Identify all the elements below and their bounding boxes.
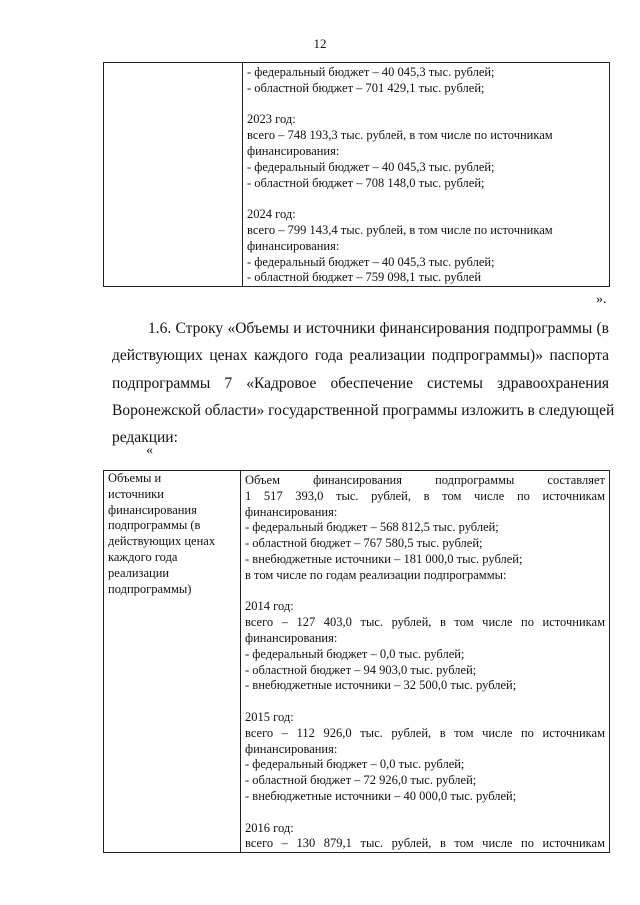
table2-line: - областной бюджет – 94 903,0 тыс. рублей;	[245, 662, 477, 677]
paragraph-line: 1.6. Строку «Объемы и источники финансирования подпрограммы (в	[148, 320, 609, 337]
table1-line: - федеральный бюджет – 40 045,3 тыс. рублей;	[247, 254, 495, 269]
table1-line: - областной бюджет – 708 148,0 тыс. рублей;	[247, 175, 485, 190]
table2-line: 2014 год:	[245, 599, 294, 614]
table1-line: 2024 год:	[247, 207, 296, 222]
table2-left-cell	[104, 471, 241, 853]
table1-line: - областной бюджет – 759 098,1 тыс. рублей	[247, 270, 482, 285]
table2-line: финансирования:	[245, 630, 338, 645]
opening-quote: «	[146, 443, 153, 458]
table2-line: 1 517 393,0 тыс. рублей, в том числе по источникам	[245, 488, 605, 503]
table2-left-line: действующих ценах	[108, 534, 216, 549]
table2-line: Объем финансирования подпрограммы составляет	[245, 473, 605, 487]
table2-line: в том числе по годам реализации подпрограммы:	[245, 567, 507, 582]
table2-left-line: финансирования	[108, 502, 197, 517]
table2-line: - областной бюджет – 72 926,0 тыс. рублей;	[245, 773, 477, 788]
table1-line: всего – 799 143,4 тыс. рублей, в том числе по источникам	[247, 222, 553, 237]
table2-line: всего – 130 879,1 тыс. рублей, в том числе по источникам	[245, 836, 605, 851]
table2-line: всего – 127 403,0 тыс. рублей, в том числе по источникам	[245, 615, 605, 630]
table2-line: - внебюджетные источники – 32 500,0 тыс. рублей;	[245, 678, 517, 693]
table2-left-line: источники	[108, 486, 164, 501]
table2-line	[245, 694, 605, 710]
funding-table-continued	[103, 62, 610, 287]
table2-line: 2016 год:	[245, 820, 294, 835]
table2-line: - областной бюджет – 767 580,5 тыс. рублей;	[245, 536, 483, 551]
table2-line	[245, 584, 605, 600]
table1-line: - федеральный бюджет – 40 045,3 тыс. рублей;	[247, 65, 495, 79]
table1-line: - областной бюджет – 701 429,1 тыс. рублей;	[247, 80, 485, 95]
paragraph-line: действующих ценах каждого года реализации подпрограммы)» паспорта	[112, 347, 609, 365]
table2-line: всего – 112 926,0 тыс. рублей, в том числе по источникам	[245, 725, 605, 740]
table1-right-cell	[243, 63, 610, 287]
paragraph-line: редакции:	[112, 429, 178, 447]
table1-line: 2023 год:	[247, 112, 296, 127]
table2-left-line: реализации	[108, 565, 170, 580]
table2-left-line: подпрограммы (в	[108, 518, 201, 533]
table1-line: финансирования:	[247, 143, 340, 158]
closing-quote: ».	[596, 292, 607, 307]
table2-left-line: каждого года	[108, 549, 178, 564]
table2-line: финансирования:	[245, 504, 338, 519]
table2-line: финансирования:	[245, 741, 338, 756]
table2-right-cell	[241, 471, 610, 853]
table2-line: 2015 год:	[245, 709, 294, 724]
table2-line: - внебюджетные источники – 40 000,0 тыс. рублей;	[245, 788, 517, 803]
table1-line	[247, 97, 605, 113]
table2-line: - федеральный бюджет – 0,0 тыс. рублей;	[245, 646, 465, 661]
table2-line: - федеральный бюджет – 568 812,5 тыс. рублей;	[245, 520, 499, 535]
table1-line	[247, 191, 605, 207]
amendment-paragraph	[112, 315, 615, 451]
page-number: 12	[313, 36, 327, 51]
paragraph-line: подпрограммы 7 «Кадровое обеспечение системы здравоохранения	[112, 374, 609, 392]
table2-left-line: Объемы и	[108, 471, 162, 485]
table2-line: - федеральный бюджет – 0,0 тыс. рублей;	[245, 757, 465, 772]
table1-line: финансирования:	[247, 238, 340, 253]
table1-line: всего – 748 193,3 тыс. рублей, в том числе по источникам	[247, 128, 553, 143]
funding-table-new	[103, 470, 610, 853]
table1-left-cell	[104, 63, 243, 287]
table2-line	[245, 805, 605, 821]
table1-line: - федеральный бюджет – 40 045,3 тыс. рублей;	[247, 159, 495, 174]
table2-left-line: подпрограммы)	[108, 581, 192, 596]
table2-line: - внебюджетные источники – 181 000,0 тыс. рублей;	[245, 551, 523, 566]
paragraph-line: Воронежской области» государственной программы изложить в следующей	[112, 401, 615, 419]
